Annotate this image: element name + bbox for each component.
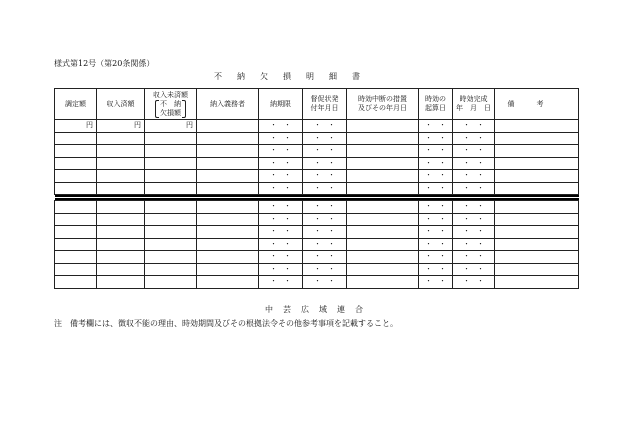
header-unreceived-bracket [155,100,186,118]
cell-obligor [197,132,259,145]
cell-unreceived [145,201,197,214]
cell-assessed [55,276,97,289]
cell-interrupt [347,238,419,251]
cell-unreceived [145,276,197,289]
cell-due: ・ ・ [259,120,303,133]
cell-obligor [197,201,259,214]
cell-demand: ・ ・ [303,170,347,183]
header-unreceived-line1: 収入未済額 [153,90,188,99]
cell-received [97,263,145,276]
cell-remarks [495,120,579,133]
cell-start: ・ ・ [419,251,453,264]
cell-start: ・ ・ [419,201,453,214]
cell-remarks [495,226,579,239]
cell-remarks [495,132,579,145]
table-row [55,238,579,251]
cell-demand: ・ ・ [303,132,347,145]
table-row [55,263,579,276]
cell-unreceived [145,263,197,276]
cell-due: ・ ・ [259,226,303,239]
header-interrupt-line1: 時効中断の措置 [358,95,407,103]
cell-remarks [495,276,579,289]
cell-interrupt [347,170,419,183]
cell-start: ・ ・ [419,170,453,183]
cell-unreceived [145,251,197,264]
cell-demand: ・ ・ [303,120,347,133]
cell-received [97,251,145,264]
table-row [55,182,579,195]
cell-due: ・ ・ [259,145,303,158]
header-remarks: 備考 [495,89,579,120]
header-unreceived [145,89,197,120]
cell-assessed [55,263,97,276]
header-due: 納期限 [259,89,303,120]
table-row [55,170,579,183]
table-row [55,226,579,239]
cell-interrupt [347,213,419,226]
cell-remarks [495,238,579,251]
cell-demand: ・ ・ [303,226,347,239]
cell-start: ・ ・ [419,120,453,133]
cell-received [97,213,145,226]
table-row [55,157,579,170]
cell-obligor [197,276,259,289]
header-complete [453,89,495,120]
cell-received [97,145,145,158]
cell-interrupt [347,263,419,276]
header-complete-line2: 年 月 日 [456,104,491,112]
cell-unreceived [145,182,197,195]
double-rule-bar [55,195,579,200]
cell-assessed [55,238,97,251]
cell-demand: ・ ・ [303,201,347,214]
cell-due: ・ ・ [259,251,303,264]
cell-obligor [197,182,259,195]
cell-remarks [495,170,579,183]
header-received: 収入済額 [97,89,145,120]
cell-obligor [197,170,259,183]
cell-remarks [495,145,579,158]
cell-obligor [197,251,259,264]
cell-remarks [495,263,579,276]
cell-unreceived [145,145,197,158]
cell-demand: ・ ・ [303,276,347,289]
table-row [55,132,579,145]
cell-start: ・ ・ [419,276,453,289]
cell-obligor [197,157,259,170]
cell-start: ・ ・ [419,238,453,251]
cell-interrupt [347,276,419,289]
cell-start: ・ ・ [419,182,453,195]
cell-complete: ・ ・ [453,120,495,133]
cell-assessed [55,201,97,214]
cell-interrupt [347,120,419,133]
cell-due: ・ ・ [259,238,303,251]
deficit-table [54,88,579,289]
cell-assessed [55,251,97,264]
cell-unreceived [145,238,197,251]
cell-demand: ・ ・ [303,213,347,226]
cell-due: ・ ・ [259,263,303,276]
header-demand-line1: 督促状発 [310,95,339,103]
footnote: 注 備考欄には、徴収不能の理由、時効期間及びその根拠法令その他参考事項を記載すること。 [54,319,398,328]
cell-obligor [197,263,259,276]
header-unreceived-line2: 不 納 [160,99,181,108]
cell-interrupt [347,201,419,214]
cell-start: ・ ・ [419,132,453,145]
header-start-line1: 時効の [425,95,446,103]
cell-start: ・ ・ [419,157,453,170]
table-row [55,213,579,226]
cell-start: ・ ・ [419,145,453,158]
header-complete-line1: 時効完成 [459,95,488,103]
cell-assessed [55,182,97,195]
cell-demand: ・ ・ [303,157,347,170]
cell-received [97,182,145,195]
cell-interrupt [347,157,419,170]
cell-remarks [495,251,579,264]
cell-complete: ・ ・ [453,145,495,158]
cell-unreceived [145,170,197,183]
cell-interrupt [347,145,419,158]
cell-assessed [55,132,97,145]
header-demand-line2: 付年月日 [310,104,339,112]
cell-demand: ・ ・ [303,182,347,195]
cell-unreceived [145,157,197,170]
cell-obligor [197,226,259,239]
cell-complete: ・ ・ [453,251,495,264]
cell-received [97,226,145,239]
table-row [55,120,579,133]
cell-demand: ・ ・ [303,263,347,276]
cell-interrupt [347,132,419,145]
cell-remarks [495,201,579,214]
table-row [55,251,579,264]
cell-received [97,157,145,170]
cell-remarks [495,182,579,195]
cell-assessed [55,170,97,183]
cell-received: 円 [97,120,145,133]
cell-interrupt [347,182,419,195]
cell-obligor [197,238,259,251]
cell-complete: ・ ・ [453,201,495,214]
cell-complete: ・ ・ [453,226,495,239]
cell-complete: ・ ・ [453,276,495,289]
cell-assessed [55,213,97,226]
cell-received [97,170,145,183]
cell-remarks [495,213,579,226]
cell-remarks [495,157,579,170]
cell-unreceived [145,226,197,239]
document-title: 不納欠損明細書 [214,72,375,81]
cell-interrupt [347,251,419,264]
cell-due: ・ ・ [259,157,303,170]
cell-assessed: 円 [55,120,97,133]
table-row [55,145,579,158]
cell-assessed [55,145,97,158]
cell-unreceived [145,213,197,226]
cell-due: ・ ・ [259,213,303,226]
cell-start: ・ ・ [419,226,453,239]
header-assessed: 調定額 [55,89,97,120]
form-number: 様式第12号（第20条関係） [54,59,155,68]
header-interrupt-line2: 及びその年月日 [358,104,407,112]
cell-due: ・ ・ [259,170,303,183]
organization-name: 中芸広域連合 [265,305,373,314]
header-unreceived-line3: 欠損額 [160,108,181,117]
cell-unreceived [145,132,197,145]
cell-due: ・ ・ [259,201,303,214]
cell-complete: ・ ・ [453,170,495,183]
cell-unreceived: 円 [145,120,197,133]
header-obligor: 納入義務者 [197,89,259,120]
cell-complete: ・ ・ [453,157,495,170]
table-row [55,276,579,289]
cell-complete: ・ ・ [453,263,495,276]
header-start [419,89,453,120]
cell-received [97,276,145,289]
cell-obligor [197,213,259,226]
cell-due: ・ ・ [259,132,303,145]
cell-obligor [197,145,259,158]
header-start-line2: 起算日 [425,104,446,112]
cell-complete: ・ ・ [453,238,495,251]
cell-obligor [197,120,259,133]
cell-assessed [55,226,97,239]
cell-assessed [55,157,97,170]
cell-interrupt [347,226,419,239]
header-row [55,89,579,120]
header-demand [303,89,347,120]
header-interrupt [347,89,419,120]
cell-complete: ・ ・ [453,182,495,195]
cell-start: ・ ・ [419,263,453,276]
cell-complete: ・ ・ [453,132,495,145]
cell-demand: ・ ・ [303,238,347,251]
cell-start: ・ ・ [419,213,453,226]
cell-due: ・ ・ [259,276,303,289]
cell-received [97,201,145,214]
cell-complete: ・ ・ [453,213,495,226]
cell-due: ・ ・ [259,182,303,195]
cell-demand: ・ ・ [303,145,347,158]
table-row [55,201,579,214]
cell-received [97,238,145,251]
cell-received [97,132,145,145]
cell-demand: ・ ・ [303,251,347,264]
